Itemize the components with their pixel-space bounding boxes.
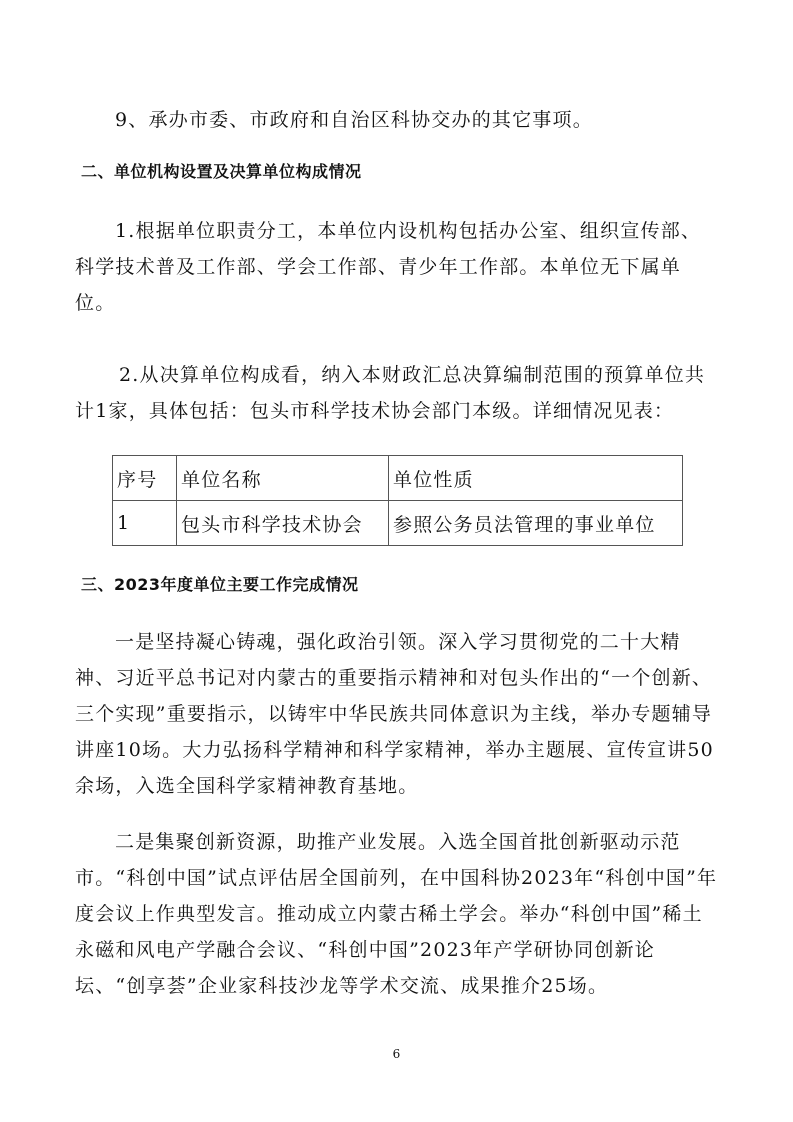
page-number: 6 <box>392 1047 401 1061</box>
table-header-cell: 单位性质 <box>389 456 683 501</box>
paragraph-work-2: 二是集聚创新资源，助推产业发展。入选全国首批创新驱动示范市。“科创中国”试点评估居全国前列，在中国科协2023年“科创中国”年度会议上作典型发言。推动成立内蒙古稀土学会。举办“科创中国”稀土永磁和风电产学融合会议、“科创中国”2023年产学研协同创新论坛、“创享荟”企业家科技沙龙等学术交流、成果推介25场。 <box>75 831 718 997</box>
table-header-cell: 单位名称 <box>177 456 389 501</box>
section-heading-3: 三、2023年度单位主要工作完成情况 <box>81 575 359 594</box>
table-cell: 参照公务员法管理的事业单位 <box>389 501 683 546</box>
paragraph-item-9: 9、承办市委、市政府和自治区科协交办的其它事项。 <box>115 109 593 131</box>
table-cell: 1 <box>113 501 177 546</box>
table-row <box>113 501 683 546</box>
paragraph-work-1: 一是坚持凝心铸魂，强化政治引领。深入学习贯彻党的二十大精神、习近平总书记对内蒙古的重要指示精神和对包头作出的“一个创新、三个实现”重要指示，以铸牢中华民族共同体意识为主线，举办专题辅导讲座10场。大力弘扬科学精神和科学家精神，举办主题展、宣传宣讲50余场，入选全国科学家精神教育基地。 <box>75 631 714 797</box>
table-header-row <box>113 456 683 501</box>
paragraph-org-2: 2.从决算单位构成看，纳入本财政汇总决算编制范围的预算单位共计1家，具体包括：包头市科学技术协会部门本级。详细情况见表： <box>75 364 706 422</box>
table-header-cell: 序号 <box>113 456 177 501</box>
paragraph-org-1: 1.根据单位职责分工，本单位内设机构包括办公室、组织宣传部、科学技术普及工作部、学会工作部、青少年工作部。本单位无下属单位。 <box>75 220 702 314</box>
section-heading-2: 二、单位机构设置及决算单位构成情况 <box>81 162 362 181</box>
table-cell: 包头市科学技术协会 <box>177 501 389 546</box>
unit-table <box>112 455 683 546</box>
